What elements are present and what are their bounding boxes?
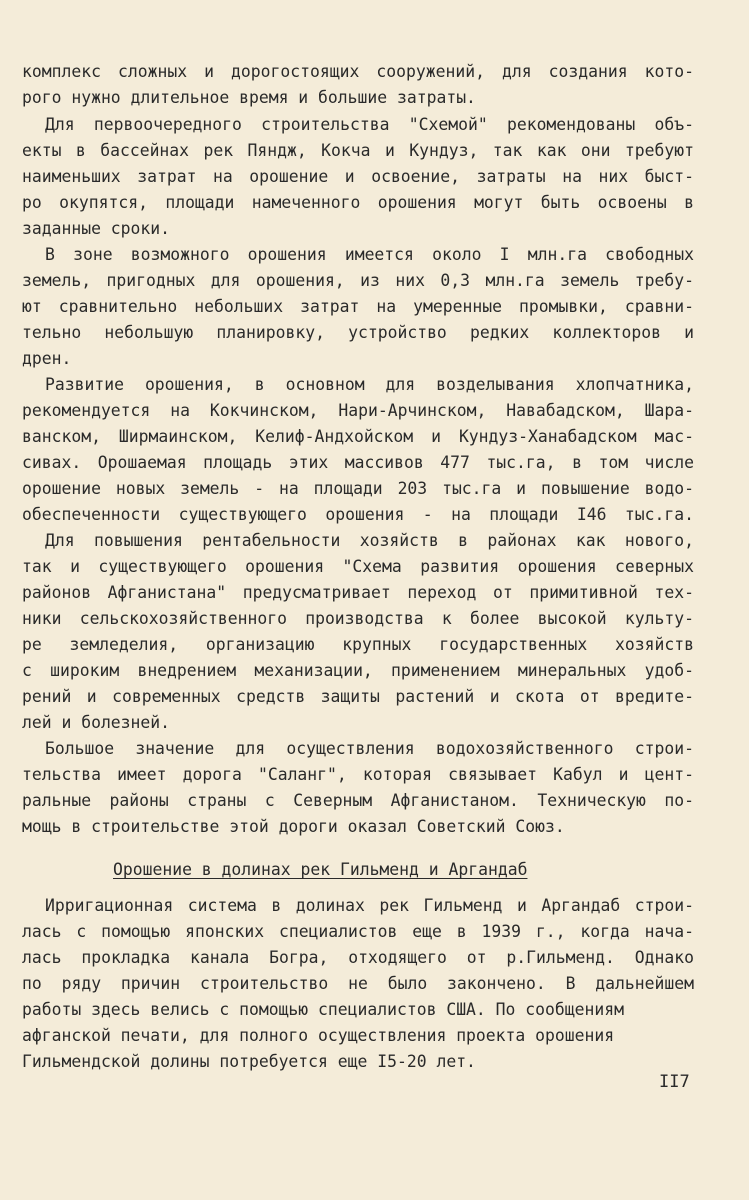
p3-line-4: тельно небольшую планировку, устройство редких коллекторов и (22, 323, 694, 342)
p7-line-3: лась прокладка канала Богра, отходящего от р.Гильменд. Однако (22, 948, 694, 967)
p6-line-2: тельства имеет дорога "Саланг", которая связывает Кабул и цент- (22, 765, 694, 784)
p4-line-1: Развитие орошения, в основном для возделывания хлопчатника, (45, 375, 694, 394)
p2-line-2: екты в бассейнах рек Пяндж, Кокча и Кундуз, так как они требуют (22, 141, 694, 160)
p4-line-6: обеспеченности существующего орошения - на площади I46 тыс.га. (22, 505, 694, 524)
p4-line-4: сивах. Орошаемая площадь этих массивов 477 тыс.га, в том числе (22, 453, 694, 472)
p2-line-4: ро окупятся, площади намеченного орошения могут быть освоены в (22, 193, 694, 212)
p3-line-2: земель, пригодных для орошения, из них 0,3 млн.га земель требу- (22, 271, 694, 290)
p5-line-2: так и существующего орошения "Схема развития орошения северных (22, 557, 694, 576)
p5-line-4: ники сельскохозяйственного производства к более высокой культу- (22, 609, 694, 628)
p1-line-2: рого нужно длительное время и большие затраты. (22, 88, 476, 107)
p6-line-4: мощь в строительстве этой дороги оказал Советский Союз. (22, 817, 565, 836)
p1-line-1: комплекс сложных и дорогостоящих сооружений, для создания кото- (22, 62, 694, 81)
p7-line-1: Ирригационная система в долинах рек Гильменд и Аргандаб строи- (45, 896, 694, 915)
p3-line-3: ют сравнительно небольших затрат на умеренные промывки, сравни- (22, 297, 694, 316)
p5-line-5: ре земледелия, организацию крупных государственных хозяйств (22, 635, 694, 654)
p4-line-5: орошение новых земель - на площади 203 тыс.га и повышение водо- (22, 479, 694, 498)
p7-line-4: по ряду причин строительство не было закончено. В дальнейшем (22, 974, 694, 993)
p2-line-1: Для первоочередного строительства "Схемой" рекомендованы объ- (45, 115, 694, 134)
p6-line-1: Большое значение для осуществления водохозяйственного строи- (45, 739, 694, 758)
p5-line-3: районов Афганистана" предусматривает переход от примитивной тех- (22, 583, 694, 602)
p5-line-8: лей и болезней. (22, 713, 171, 732)
p5-line-1: Для повышения рентабельности хозяйств в районах как нового, (45, 531, 694, 550)
p3-line-5: дрен. (22, 349, 72, 368)
page-number: II7 (659, 1072, 690, 1092)
p5-line-7: рений и современных средств защиты растений и скота от вредите- (22, 687, 694, 706)
p2-line-5: заданные сроки. (22, 219, 171, 238)
p7-line-5: работы здесь велись с помощью специалистов США. По сообщениям (22, 1000, 624, 1019)
p7-line-7: Гильмендской долины потребуется еще I5-20 лет. (22, 1052, 476, 1071)
p7-line-2: лась с помощью японских специалистов еще в 1939 г., когда нача- (22, 922, 694, 941)
p4-line-2: рекомендуется на Кокчинском, Нари-Арчинском, Навабадском, Шара- (22, 401, 694, 420)
p4-line-3: ванском, Ширмаинском, Келиф-Андхойском и Кундуз-Ханабадском мас- (22, 427, 694, 446)
p6-line-3: ральные районы страны с Северным Афганистаном. Техническую по- (22, 791, 694, 810)
p7-line-6: афганской печати, для полного осуществления проекта орошения (22, 1026, 615, 1045)
p3-line-1: В зоне возможного орошения имеется около I млн.га свободных (45, 245, 694, 264)
p2-line-3: наименьших затрат на орошение и освоение, затраты на них быст- (22, 167, 694, 186)
p5-line-6: с широким внедрением механизации, применением минеральных удоб- (22, 661, 694, 680)
section-heading: Орошение в долинах рек Гильменд и Аргандаб (113, 860, 528, 879)
